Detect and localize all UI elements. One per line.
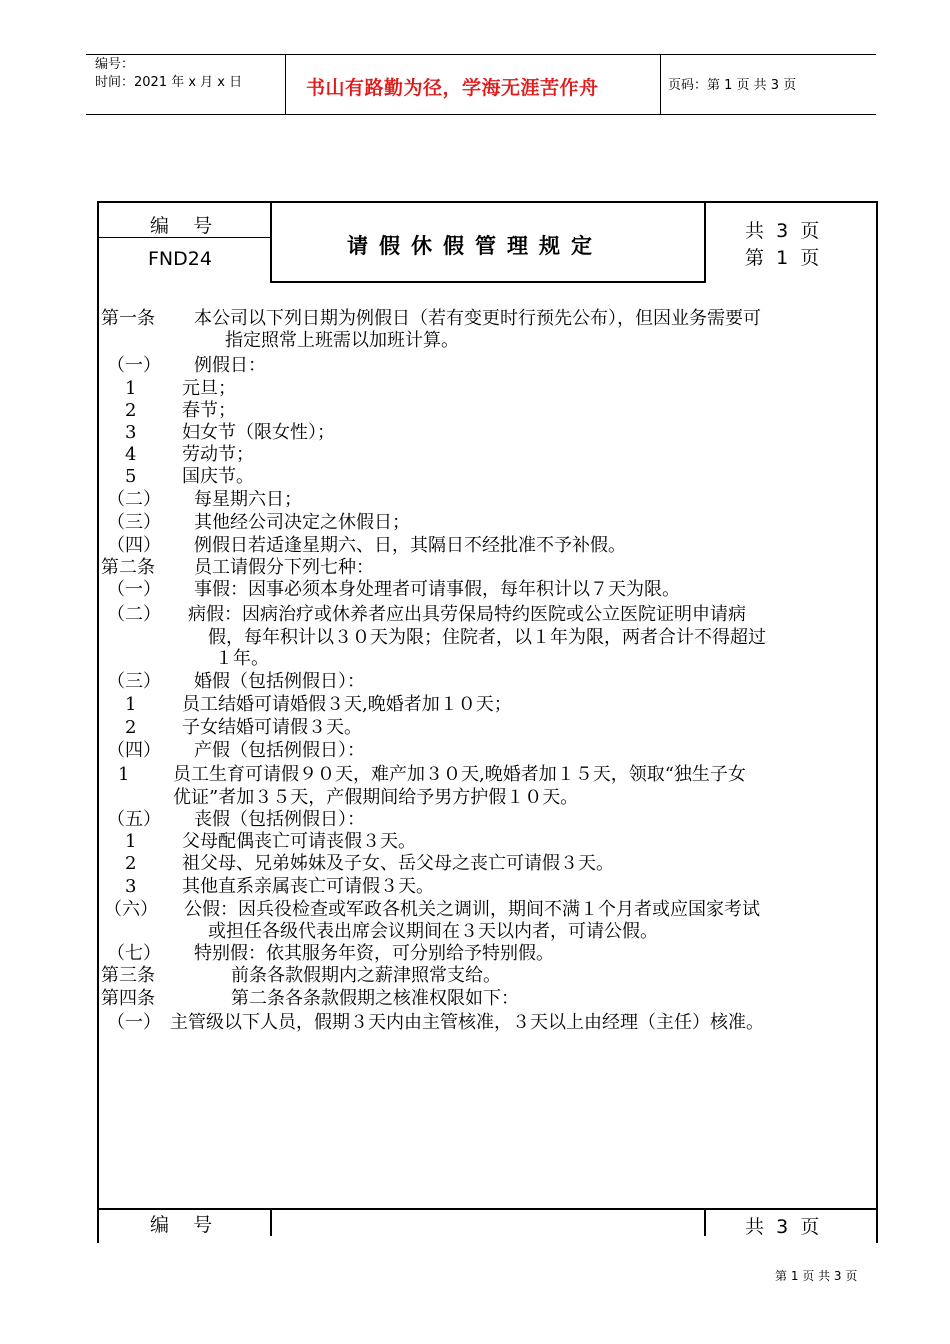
article-text: 员工请假分下列七种： [194,557,374,578]
item-text: 病假：因病治疗或休养者应出具劳保局特约医院或公立医院证明申请病 [188,604,746,625]
item-label: （一） [107,355,161,376]
item-text: 妇女节（限女性）； [182,422,335,443]
article-1-heading [101,308,761,330]
bottom-form-right-divider [704,1208,706,1236]
item-1-1-3 [125,422,335,444]
line-text: 假，每年积计以３０天为限；住院者，以１年为限，两者合计不得超过 [208,627,766,648]
line-text: 或担任各级代表出席会议期间在３天以内者，可请公假。 [208,921,658,942]
header-divider-left [285,54,286,114]
item-label: （一） [107,1012,161,1033]
item-label: （一） [107,579,161,600]
line-text: 优证”者加３５天，产假期间给予男方护假１０天。 [173,787,579,808]
header-bottom-rule [86,114,876,115]
item-2-6-continuation [208,921,658,943]
article-2-heading [101,557,374,579]
line-text: 指定照常上班需以加班计算。 [225,330,459,351]
item-1-1-1 [125,378,236,400]
form-current-page: 第 1 页 [745,247,820,269]
item-1-1 [107,355,266,377]
header-time-label: 时间：2021 年 x 月 x 日 [95,75,243,90]
item-label: （二） [107,489,161,510]
item-label: （三） [107,512,161,533]
item-text: 丧假（包括例假日）： [194,809,365,830]
item-2-3 [107,671,365,693]
article-3 [101,965,501,987]
item-label: （四） [107,740,161,761]
item-2-4-1-continuation [173,787,578,809]
form-title: 请假休假管理规定 [347,234,603,258]
form-title-right-divider [704,202,706,282]
article-label: 第四条 [101,988,155,1009]
item-1-1-2 [125,400,236,422]
item-1-3 [107,512,410,534]
footer-page-info: 第 1 页 共 3 页 [775,1269,858,1283]
item-label: （六） [104,899,158,920]
item-text: 国庆节。 [182,466,254,487]
item-label: 2 [125,400,137,421]
form-code-value: FND24 [148,248,212,270]
item-label: （五） [107,809,161,830]
article-text: 前条各款假期内之薪津照常支给。 [231,965,501,986]
form-title-left-divider [270,202,272,282]
item-text: 特别假：依其服务年资，可分别给予特别假。 [194,943,554,964]
item-2-2-continuation [208,627,766,649]
item-text: 产假（包括例假日）： [194,740,365,761]
item-1-4 [107,535,626,557]
item-text: 例假日若适逢星期六、日，其隔日不经批准不予补假。 [194,535,626,556]
form-title-bottom-rule [270,281,706,283]
item-text: 例假日： [194,355,266,376]
item-text: 元旦； [182,378,236,399]
item-2-5-2 [125,853,614,875]
form-code-label: 编 号 [150,215,213,237]
article-label: 第二条 [101,557,155,578]
item-2-1 [107,579,680,601]
item-text: 事假：因事必须本身处理者可请事假，每年积计以７天为限。 [194,579,680,600]
item-text: 劳动节； [182,444,254,465]
article-text: 第二条各条款假期之核准权限如下： [231,988,519,1009]
item-2-2-continuation [215,648,269,670]
item-2-3-1 [125,694,512,716]
article-label: 第三条 [101,965,155,986]
article-label: 第一条 [101,308,155,329]
item-text: 其他直系亲属丧亡可请假３天。 [182,876,434,897]
item-text: 春节； [182,400,236,421]
header-number-label: 编号： [95,57,135,72]
item-2-6 [104,899,760,921]
bottom-total-pages: 共 3 页 [745,1216,820,1238]
item-label: 1 [125,831,137,852]
item-label: 2 [125,853,137,874]
item-text: 员工结婚可请婚假３天,晚婚者加１０天； [182,694,512,715]
item-label: 1 [118,764,130,785]
item-text: 员工生育可请假９０天，难产加３０天,晚婚者加１５天，领取“独生子女 [173,764,746,785]
item-4-1 [107,1012,764,1034]
header-divider-right [660,54,661,114]
item-label: 1 [125,378,137,399]
item-2-5 [107,809,365,831]
item-1-1-4 [125,444,254,466]
item-text: 其他经公司决定之休假日； [194,512,410,533]
item-2-5-3 [125,876,434,898]
bottom-form-top-rule [97,1208,876,1210]
item-text: 父母配偶丧亡可请丧假３天。 [182,831,416,852]
article-4 [101,988,519,1010]
item-2-3-2 [125,717,362,739]
article-1-continuation [225,330,459,352]
item-2-5-1 [125,831,416,853]
item-label: （七） [107,943,161,964]
item-label: 5 [125,466,137,487]
item-text: 祖父母、兄弟姊妹及子女、岳父母之丧亡可请假３天。 [182,853,614,874]
item-2-4 [107,740,365,762]
header-top-rule [86,54,876,55]
item-text: 公假：因兵役检查或军政各机关之调训，期间不满１个月者或应国家考试 [184,899,760,920]
bottom-code-label: 编 号 [150,1214,213,1236]
item-label: （二） [107,604,161,625]
item-label: 1 [125,694,137,715]
item-label: 3 [125,876,137,897]
item-2-2 [107,604,746,626]
header-page-info: 页码：第 1 页 共 3 页 [668,78,797,93]
item-text: 婚假（包括例假日）： [194,671,365,692]
form-total-pages: 共 3 页 [745,220,820,242]
item-text: 子女结婚可请假３天。 [182,717,362,738]
item-label: （四） [107,535,161,556]
bottom-form-left-divider [270,1208,272,1236]
item-label: （三） [107,671,161,692]
item-label: 3 [125,422,137,443]
item-2-7 [107,943,554,965]
line-text: １年。 [215,648,269,669]
item-1-1-5 [125,466,254,488]
item-text: 主管级以下人员，假期３天内由主管核准，３天以上由经理（主任）核准。 [170,1012,764,1033]
article-text: 本公司以下列日期为例假日（若有变更时行预先公布），但因业务需要可 [194,308,761,329]
item-1-2 [107,489,302,511]
item-label: 2 [125,717,137,738]
header-motto: 书山有路勤为径，学海无涯苦作舟 [306,77,599,99]
item-2-4-1 [118,764,746,786]
item-label: 4 [125,444,137,465]
item-text: 每星期六日； [194,489,302,510]
